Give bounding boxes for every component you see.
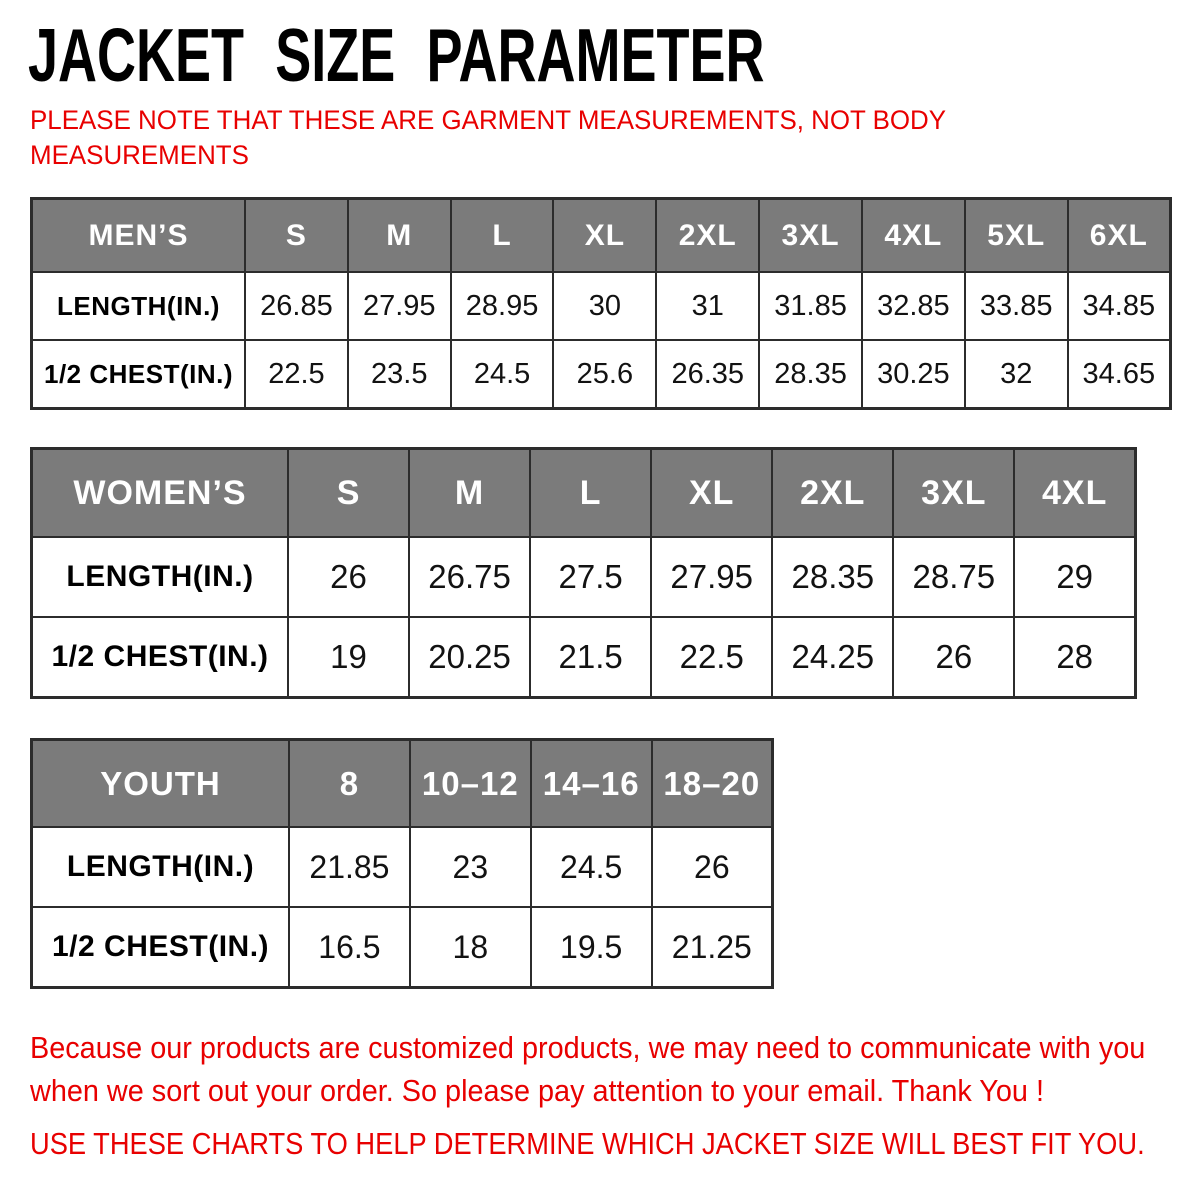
size-header-cell: 18–20 xyxy=(652,740,773,828)
size-header-cell: 4XL xyxy=(1014,449,1135,538)
header-row xyxy=(32,740,773,828)
customization-notice xyxy=(30,1026,1145,1112)
table-title-cell: YOUTH xyxy=(32,740,290,828)
table-row xyxy=(32,827,773,907)
value-cell: 31.85 xyxy=(759,272,862,340)
value-cell: 34.85 xyxy=(1068,272,1171,340)
table-row xyxy=(32,617,1136,698)
size-header-cell: M xyxy=(409,449,530,538)
garment-measurement-note xyxy=(30,103,946,173)
note-line-2: MEASUREMENTS xyxy=(30,140,249,170)
value-cell: 24.5 xyxy=(451,340,554,409)
value-cell: 28.75 xyxy=(893,537,1014,617)
value-cell: 16.5 xyxy=(289,907,410,988)
note-line-1: PLEASE NOTE THAT THESE ARE GARMENT MEASUREMENTS, NOT BODY xyxy=(30,105,947,135)
value-cell: 20.25 xyxy=(409,617,530,698)
value-cell: 19 xyxy=(288,617,409,698)
chart-usage-caption: USE THESE CHARTS TO HELP DETERMINE WHICH JACKET SIZE WILL BEST FIT YOU. xyxy=(30,1126,1145,1161)
value-cell: 24.25 xyxy=(772,617,893,698)
womens-size-table xyxy=(30,447,1137,699)
size-header-cell: 10–12 xyxy=(410,740,531,828)
value-cell: 28 xyxy=(1014,617,1135,698)
row-label-cell: 1/2 CHEST(IN.) xyxy=(32,907,290,988)
value-cell: 22.5 xyxy=(651,617,772,698)
table-title-cell: WOMEN’S xyxy=(32,449,289,538)
notice-line-1: Because our products are customized products, we may need to communicate with you xyxy=(30,1030,1146,1065)
page-title: JACKET SIZE PARAMETER xyxy=(28,13,765,97)
value-cell: 26 xyxy=(893,617,1014,698)
value-cell: 21.25 xyxy=(652,907,773,988)
value-cell: 27.5 xyxy=(530,537,651,617)
row-label-cell: LENGTH(IN.) xyxy=(32,272,246,340)
value-cell: 29 xyxy=(1014,537,1135,617)
table-title-cell: MEN’S xyxy=(32,199,246,273)
value-cell: 33.85 xyxy=(965,272,1068,340)
value-cell: 28.35 xyxy=(772,537,893,617)
row-label-cell: LENGTH(IN.) xyxy=(32,537,289,617)
size-header-cell: S xyxy=(245,199,348,273)
size-header-cell: 2XL xyxy=(772,449,893,538)
header-row xyxy=(32,199,1171,273)
table-row xyxy=(32,340,1171,409)
value-cell: 26.75 xyxy=(409,537,530,617)
value-cell: 26 xyxy=(652,827,773,907)
value-cell: 21.85 xyxy=(289,827,410,907)
size-header-cell: 5XL xyxy=(965,199,1068,273)
value-cell: 18 xyxy=(410,907,531,988)
value-cell: 26.85 xyxy=(245,272,348,340)
value-cell: 32 xyxy=(965,340,1068,409)
size-header-cell: L xyxy=(451,199,554,273)
value-cell: 32.85 xyxy=(862,272,965,340)
mens-size-table-section xyxy=(30,197,1172,410)
size-header-cell: 2XL xyxy=(656,199,759,273)
youth-size-table xyxy=(30,738,774,989)
value-cell: 30 xyxy=(553,272,656,340)
mens-size-table xyxy=(30,197,1172,410)
value-cell: 27.95 xyxy=(348,272,451,340)
header-row xyxy=(32,449,1136,538)
size-header-cell: S xyxy=(288,449,409,538)
value-cell: 28.35 xyxy=(759,340,862,409)
youth-size-table-section xyxy=(30,738,774,989)
size-header-cell: 14–16 xyxy=(531,740,652,828)
value-cell: 19.5 xyxy=(531,907,652,988)
row-label-cell: 1/2 CHEST(IN.) xyxy=(32,617,289,698)
size-header-cell: L xyxy=(530,449,651,538)
value-cell: 23.5 xyxy=(348,340,451,409)
value-cell: 26 xyxy=(288,537,409,617)
size-header-cell: 3XL xyxy=(893,449,1014,538)
size-header-cell: 3XL xyxy=(759,199,862,273)
womens-size-table-section xyxy=(30,447,1137,699)
value-cell: 26.35 xyxy=(656,340,759,409)
size-header-cell: XL xyxy=(651,449,772,538)
value-cell: 34.65 xyxy=(1068,340,1171,409)
value-cell: 30.25 xyxy=(862,340,965,409)
notice-line-2: when we sort out your order. So please pay attention to your email. Thank You ! xyxy=(30,1073,1044,1108)
value-cell: 27.95 xyxy=(651,537,772,617)
size-header-cell: 8 xyxy=(289,740,410,828)
size-header-cell: XL xyxy=(553,199,656,273)
table-row xyxy=(32,907,773,988)
value-cell: 23 xyxy=(410,827,531,907)
size-header-cell: 4XL xyxy=(862,199,965,273)
value-cell: 24.5 xyxy=(531,827,652,907)
value-cell: 28.95 xyxy=(451,272,554,340)
size-header-cell: 6XL xyxy=(1068,199,1171,273)
value-cell: 22.5 xyxy=(245,340,348,409)
value-cell: 21.5 xyxy=(530,617,651,698)
row-label-cell: 1/2 CHEST(IN.) xyxy=(32,340,246,409)
table-row xyxy=(32,272,1171,340)
row-label-cell: LENGTH(IN.) xyxy=(32,827,290,907)
value-cell: 25.6 xyxy=(553,340,656,409)
value-cell: 31 xyxy=(656,272,759,340)
table-row xyxy=(32,537,1136,617)
size-header-cell: M xyxy=(348,199,451,273)
